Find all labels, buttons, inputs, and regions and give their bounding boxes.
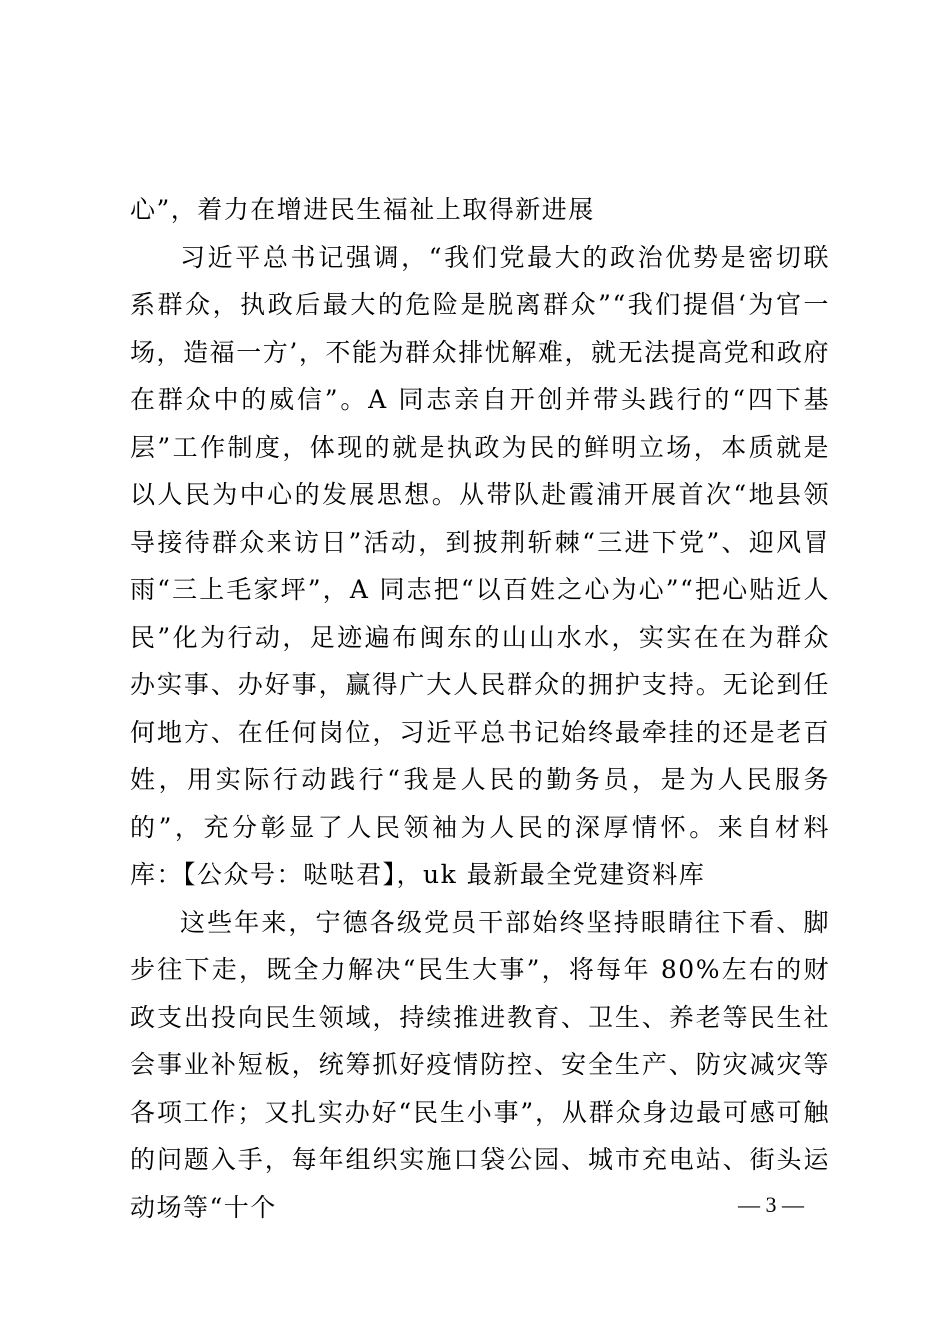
paragraph-3 bbox=[130, 899, 830, 1232]
body-text bbox=[130, 186, 830, 1231]
text-line: 补短板，统筹抓好疫情防控、安全生产、防灾减灾等各项工作； bbox=[130, 1050, 830, 1127]
text-line: 行动，足迹遍布闽东的山山水水，实实在在为群众办实事、办 bbox=[130, 622, 830, 699]
text-line: 何岗位，习近平总书记始终最牵挂的还是老百姓，用实际行动 bbox=[130, 717, 830, 794]
text-line: 家坪”，A 同志把“以百姓之心为心”“把心贴近人民”化为 bbox=[130, 575, 831, 652]
text-line: 这些年来，宁德各级党员干部始终坚持眼睛往下看、脚步 bbox=[130, 907, 830, 984]
text-line: 来访日”活动，到披荆斩棘“三进下党”、迎风冒雨“三上毛 bbox=[130, 527, 830, 604]
text-line: 作制度，体现的就是执政为民的鲜明立场，本质就是以人民为 bbox=[130, 432, 830, 509]
text-line: 心”，着力在增进民生福祉上取得新进展 bbox=[130, 195, 595, 224]
text-line: 又扎实办好“民生小事”，从群众身边最可感可触的问题入手， bbox=[130, 1097, 830, 1174]
text-line: 践行“我是人民的勤务员，是为人民服务的”，充分彰显了人 bbox=[130, 765, 830, 842]
text-line: uk 最新最全党建资料库 bbox=[423, 860, 706, 889]
text-line: 出投向民生领域，持续推进教育、卫生、养老等民生社会事业 bbox=[130, 1002, 830, 1079]
text-line: 中心的发展思想。从带队赴霞浦开展首次“地县领导接待群众 bbox=[130, 480, 830, 557]
text-line: 好事，赢得广大人民群众的拥护支持。无论到任何地方、在任 bbox=[130, 670, 830, 747]
page-number: — 3 — bbox=[738, 1192, 804, 1217]
text-line: 民领袖为人民的深厚情怀。来自材料库：【公众号：哒哒君】， bbox=[130, 812, 830, 889]
paragraph-1 bbox=[130, 186, 830, 234]
text-line: 造福一方’，不能为群众排忧解难，就无法提高党和政府在群 bbox=[130, 337, 830, 414]
text-line: 习近平总书记强调，“我们党最大的政治优势是密切联系 bbox=[130, 242, 830, 319]
text-line: 群众，执政后最大的危险是脱离群众”“我们提倡‘为官一场， bbox=[130, 290, 830, 367]
paragraph-2 bbox=[130, 234, 830, 899]
text-line: 众中的威信”。A 同志亲自开创并带头践行的“四下基层”工 bbox=[130, 385, 830, 462]
text-line: 往下走，既全力解决“民生大事”，将每年 80%左右的财政支 bbox=[130, 955, 830, 1032]
text-line: 每年组织实施口袋公园、城市充电站、街头运动场等“十个 bbox=[130, 1145, 830, 1222]
